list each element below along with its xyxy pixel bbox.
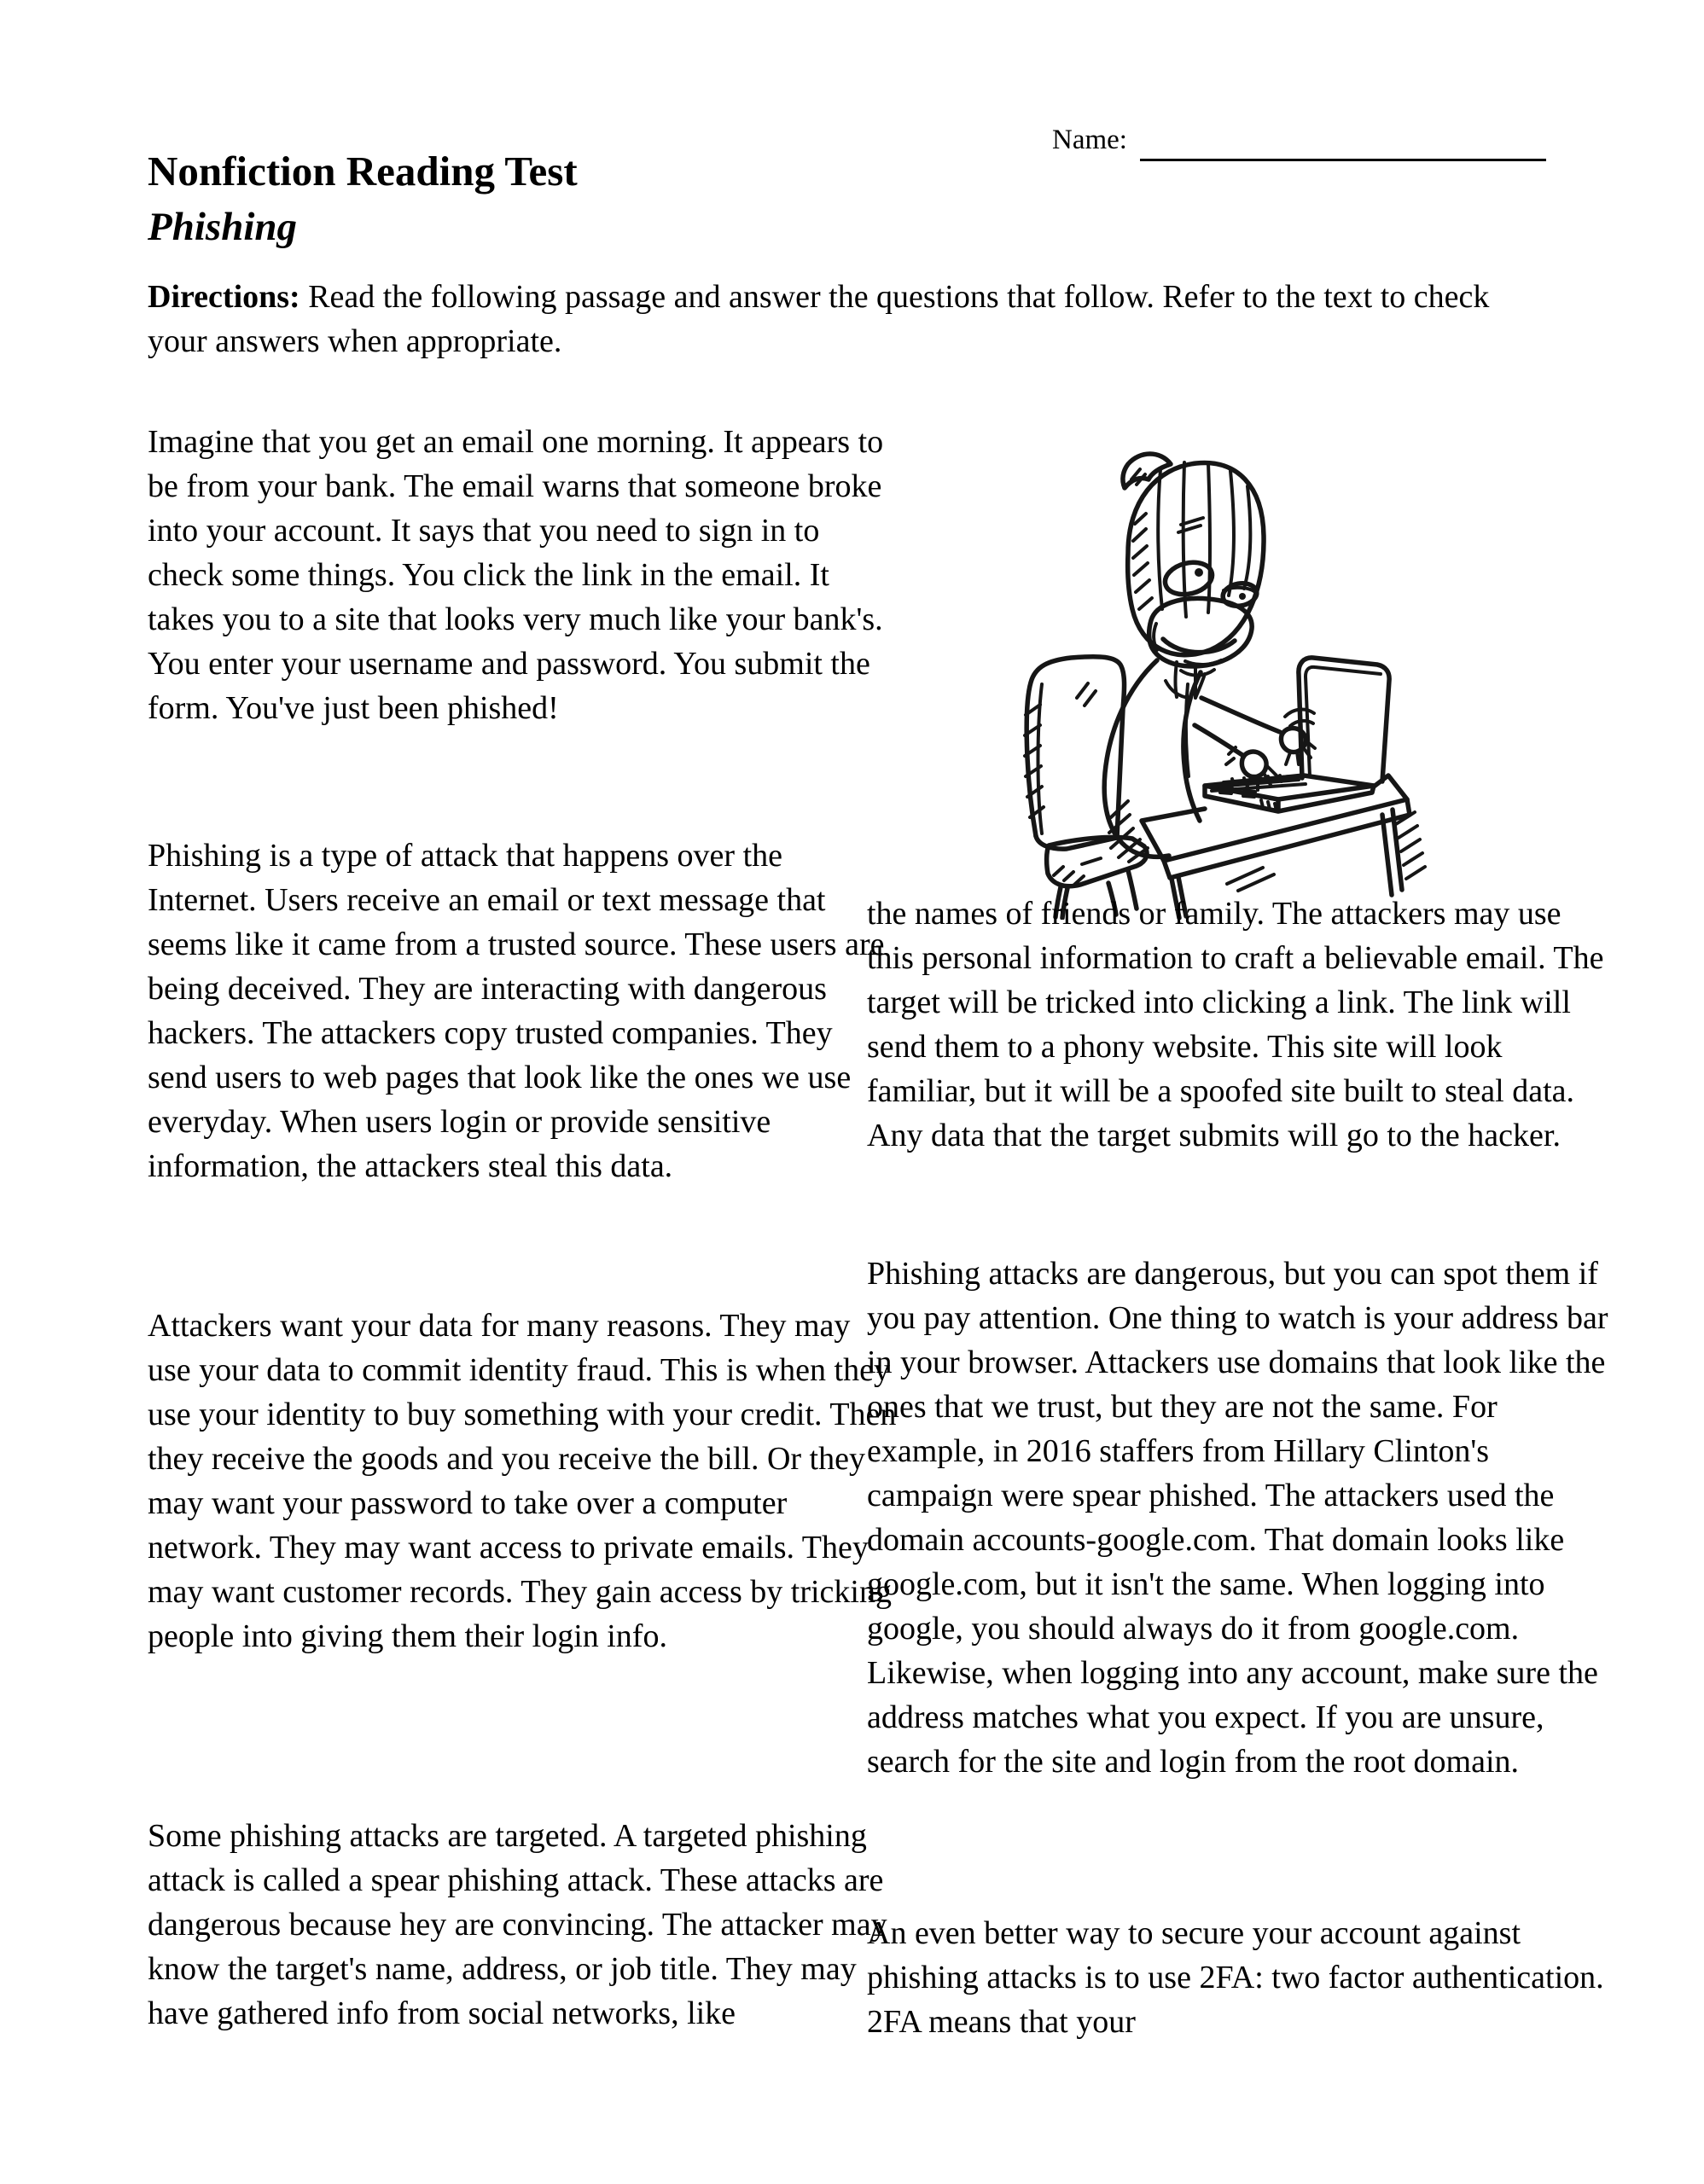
name-blank-line[interactable]	[1140, 128, 1546, 161]
name-label: Name:	[1052, 125, 1127, 155]
directions-text: Read the following passage and answer the questions that follow. Refer to the text to check your answers when appropriate.	[148, 279, 1490, 359]
masked-hacker-typing-on-laptop-icon	[981, 442, 1442, 920]
passage-paragraph: Some phishing attacks are targeted. A targeted phishing attack is called a spear phishing attack. These attacks are dangerous because hey are convincing. The attacker may know the target's name, address, or job title. They may have gathered info from social networks, like	[148, 1818, 887, 2031]
passage-paragraph: Imagine that you get an email one morning. It appears to be from your bank. The email warns that someone broke into your account. It says that you need to sign in to check some things. You click the link in the email. It takes you to a site that looks very much like your bank's. You enter your username and password. You submit the form. You've just been phished!	[148, 424, 884, 726]
passage-paragraph: the names of friends or family. The attackers may use this personal information to craft a believable email. The target will be tricked into clicking a link. The link will send them to a phony website. This site will look familiar, but it will be a spoofed site built to steal data. Any data that the target submits will go to the hacker.	[867, 896, 1604, 1153]
passage-paragraph: Attackers want your data for many reasons. They may use your data to commit identity fraud. This is when they use your identity to buy something with your credit. Then they receive the goods and you receive the bill. Or they may want your password to take over a computer network. They may want access to private emails. They may want customer records. They gain access by tricking people into giving them their login info.	[148, 1308, 897, 1654]
passage-paragraph: An even better way to secure your account against phishing attacks is to use 2FA: two factor authentication. 2FA means that your	[867, 1915, 1604, 2040]
passage-paragraph: Phishing is a type of attack that happens over the Internet. Users receive an email or text message that seems like it came from a trusted source. These users are being deceived. They are interacting with dangerous hackers. The attackers copy trusted companies. They send users to web pages that look like the ones we use everyday. When users login or provide sensitive information, the attackers steal this data.	[148, 838, 885, 1184]
page-title: Nonfiction Reading Test	[148, 148, 578, 195]
directions	[148, 275, 1551, 363]
directions-label: Directions:	[148, 279, 300, 315]
page-subtitle: Phishing	[148, 205, 298, 249]
passage-paragraph: Phishing attacks are dangerous, but you can spot them if you pay attention. One thing to watch is your address bar in your browser. Attackers use domains that look like the ones that we trust, but they are not the same. For example, in 2016 staffers from Hillary Clinton's campaign were spear phished. The attackers used the domain accounts-google.com. That domain looks like google.com, but it isn't the same. When logging into google, you should always do it from google.com. Likewise, when logging into any account, make sure the address matches what you expect. If you are unsure, search for the site and login from the root domain.	[867, 1256, 1608, 1780]
hacker-illustration	[981, 442, 1442, 920]
